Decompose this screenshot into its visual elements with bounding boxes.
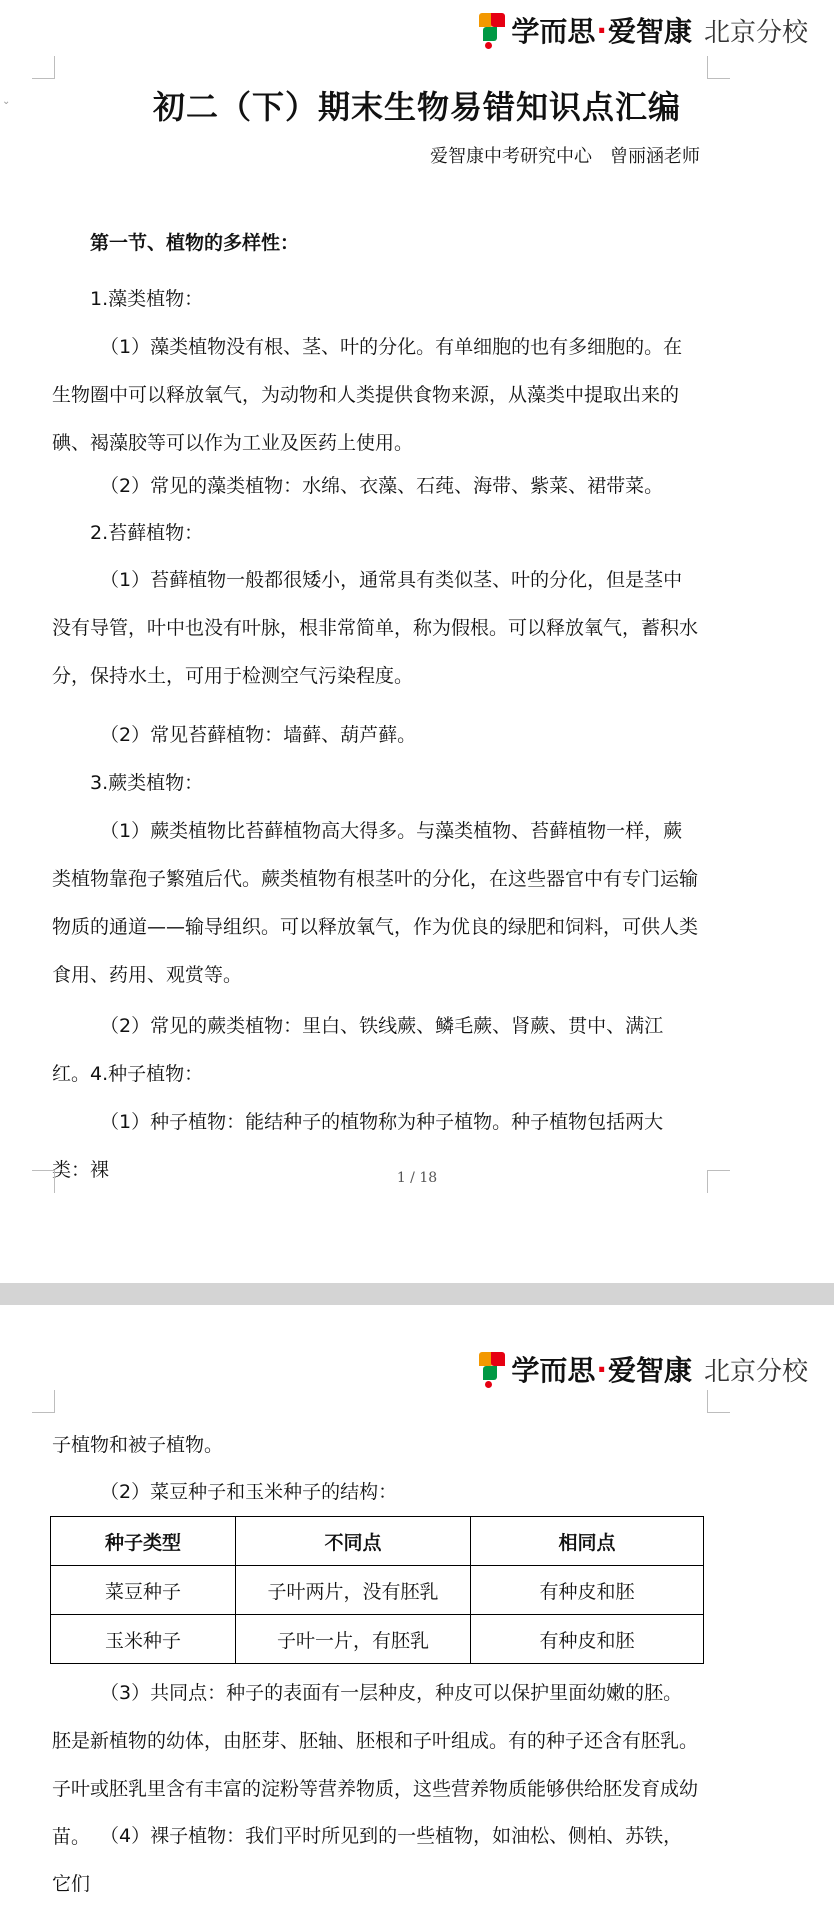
brand-logo-icon xyxy=(479,1350,505,1388)
algae-heading: 1.藻类植物： xyxy=(90,288,204,310)
seed-paragraph-3: （3）共同点：种子的表面有一层种皮，种皮可以保护里面幼嫩的胚。胚是新植物的幼体，由胚芽、胚轴、胚根和子叶组成。有的种子还含有胚乳。子叶或胚乳里含有丰富的淀粉等营养物质，这些营养物质能够供给胚发育成幼苗。 xyxy=(52,1682,699,1848)
brand-separator: · xyxy=(596,13,607,47)
moss-paragraph-1: （1）苔藓植物一般都很矮小，通常具有类似茎、叶的分化，但是茎中没有导管，叶中也没有叶脉，根非常简单，称为假根。可以释放氧气，蓄积水分，保持水土，可用于检测空气污染程度。 xyxy=(52,569,699,687)
side-marker: ⌄ xyxy=(2,96,11,107)
fern-heading: 3.蕨类植物： xyxy=(90,772,204,794)
brand-logo-icon xyxy=(479,11,505,49)
table-header-cell: 种子类型 xyxy=(51,1517,236,1566)
document-page-2 xyxy=(0,1305,834,1895)
brand-branch: 北京分校 xyxy=(703,1356,808,1387)
moss-heading: 2.苔藓植物： xyxy=(90,522,204,544)
brand-name-2: 爱智康 xyxy=(607,1354,692,1387)
seed-structure-table xyxy=(50,1516,704,1664)
seed-paragraph-1: （1）种子植物：能结种子的植物称为种子植物。种子植物包括两大类：裸 xyxy=(52,1111,664,1181)
moss-paragraph-2: （2）常见苔藓植物：墙藓、葫芦藓。 xyxy=(100,724,417,746)
seed-paragraph-4: （4）裸子植物：我们平时所见到的一些植物，如油松、侧柏、苏铁，它们 xyxy=(52,1825,683,1895)
seed-heading: 4.种子植物： xyxy=(90,1063,204,1085)
table-header-row xyxy=(51,1517,704,1566)
page-gap xyxy=(0,1283,834,1305)
section-heading: 第一节、植物的多样性： xyxy=(90,232,300,254)
fern-paragraph-1: （1）蕨类植物比苔藓植物高大得多。与藻类植物、苔藓植物一样，蕨类植物靠孢子繁殖后代。蕨类植物有根茎叶的分化，在这些器官中有专门运输物质的通道——输导组织。可以释放氧气，作为优良的绿肥和饲料，可供人类食用、药用、观赏等。 xyxy=(52,820,699,986)
algae-paragraph-1: （1）藻类植物没有根、茎、叶的分化。有单细胞的也有多细胞的。在生物圈中可以释放氧气，为动物和人类提供食物来源，从藻类中提取出来的碘、褐藻胶等可以作为工业及医药上使用。 xyxy=(52,336,683,454)
table-cell: 菜豆种子 xyxy=(51,1566,236,1615)
table-cell: 玉米种子 xyxy=(51,1615,236,1664)
seed-paragraph-2: （2）菜豆种子和玉米种子的结构： xyxy=(100,1481,398,1503)
crop-mark-top-right xyxy=(707,56,730,79)
table-header-cell: 相同点 xyxy=(471,1517,704,1566)
table-row xyxy=(51,1615,704,1664)
crop-mark-top-left xyxy=(32,1390,55,1413)
algae-paragraph-2: （2）常见的藻类植物：水绵、衣藻、石莼、海带、紫菜、裙带菜。 xyxy=(100,475,664,497)
brand-name-2: 爱智康 xyxy=(607,15,692,48)
brand-logo xyxy=(479,8,808,52)
brand-name: 学而思 xyxy=(511,1354,596,1387)
page-number: 1 / 18 xyxy=(396,1170,438,1186)
brand-separator: · xyxy=(596,1352,607,1386)
brand-name: 学而思 xyxy=(511,15,596,48)
table-cell: 子叶两片，没有胚乳 xyxy=(236,1566,471,1615)
fern-paragraph-2: （2）常见的蕨类植物：里白、铁线蕨、鳞毛蕨、肾蕨、贯中、满江红。 xyxy=(52,1015,664,1085)
crop-mark-top-right xyxy=(707,1390,730,1413)
seed-paragraph-1-continued: 子植物和被子植物。 xyxy=(52,1434,224,1456)
table-cell: 子叶一片，有胚乳 xyxy=(236,1615,471,1664)
document-title: 初二（下）期末生物易错知识点汇编 xyxy=(152,88,681,126)
table-header-cell: 不同点 xyxy=(236,1517,471,1566)
crop-mark-top-left xyxy=(32,56,55,79)
table-cell: 有种皮和胚 xyxy=(471,1615,704,1664)
table-cell: 有种皮和胚 xyxy=(471,1566,704,1615)
document-author: 爱智康中考研究中心 曾丽涵老师 xyxy=(430,146,700,167)
table-row xyxy=(51,1566,704,1615)
brand-logo-page-2 xyxy=(479,1347,808,1391)
brand-branch: 北京分校 xyxy=(703,17,808,48)
